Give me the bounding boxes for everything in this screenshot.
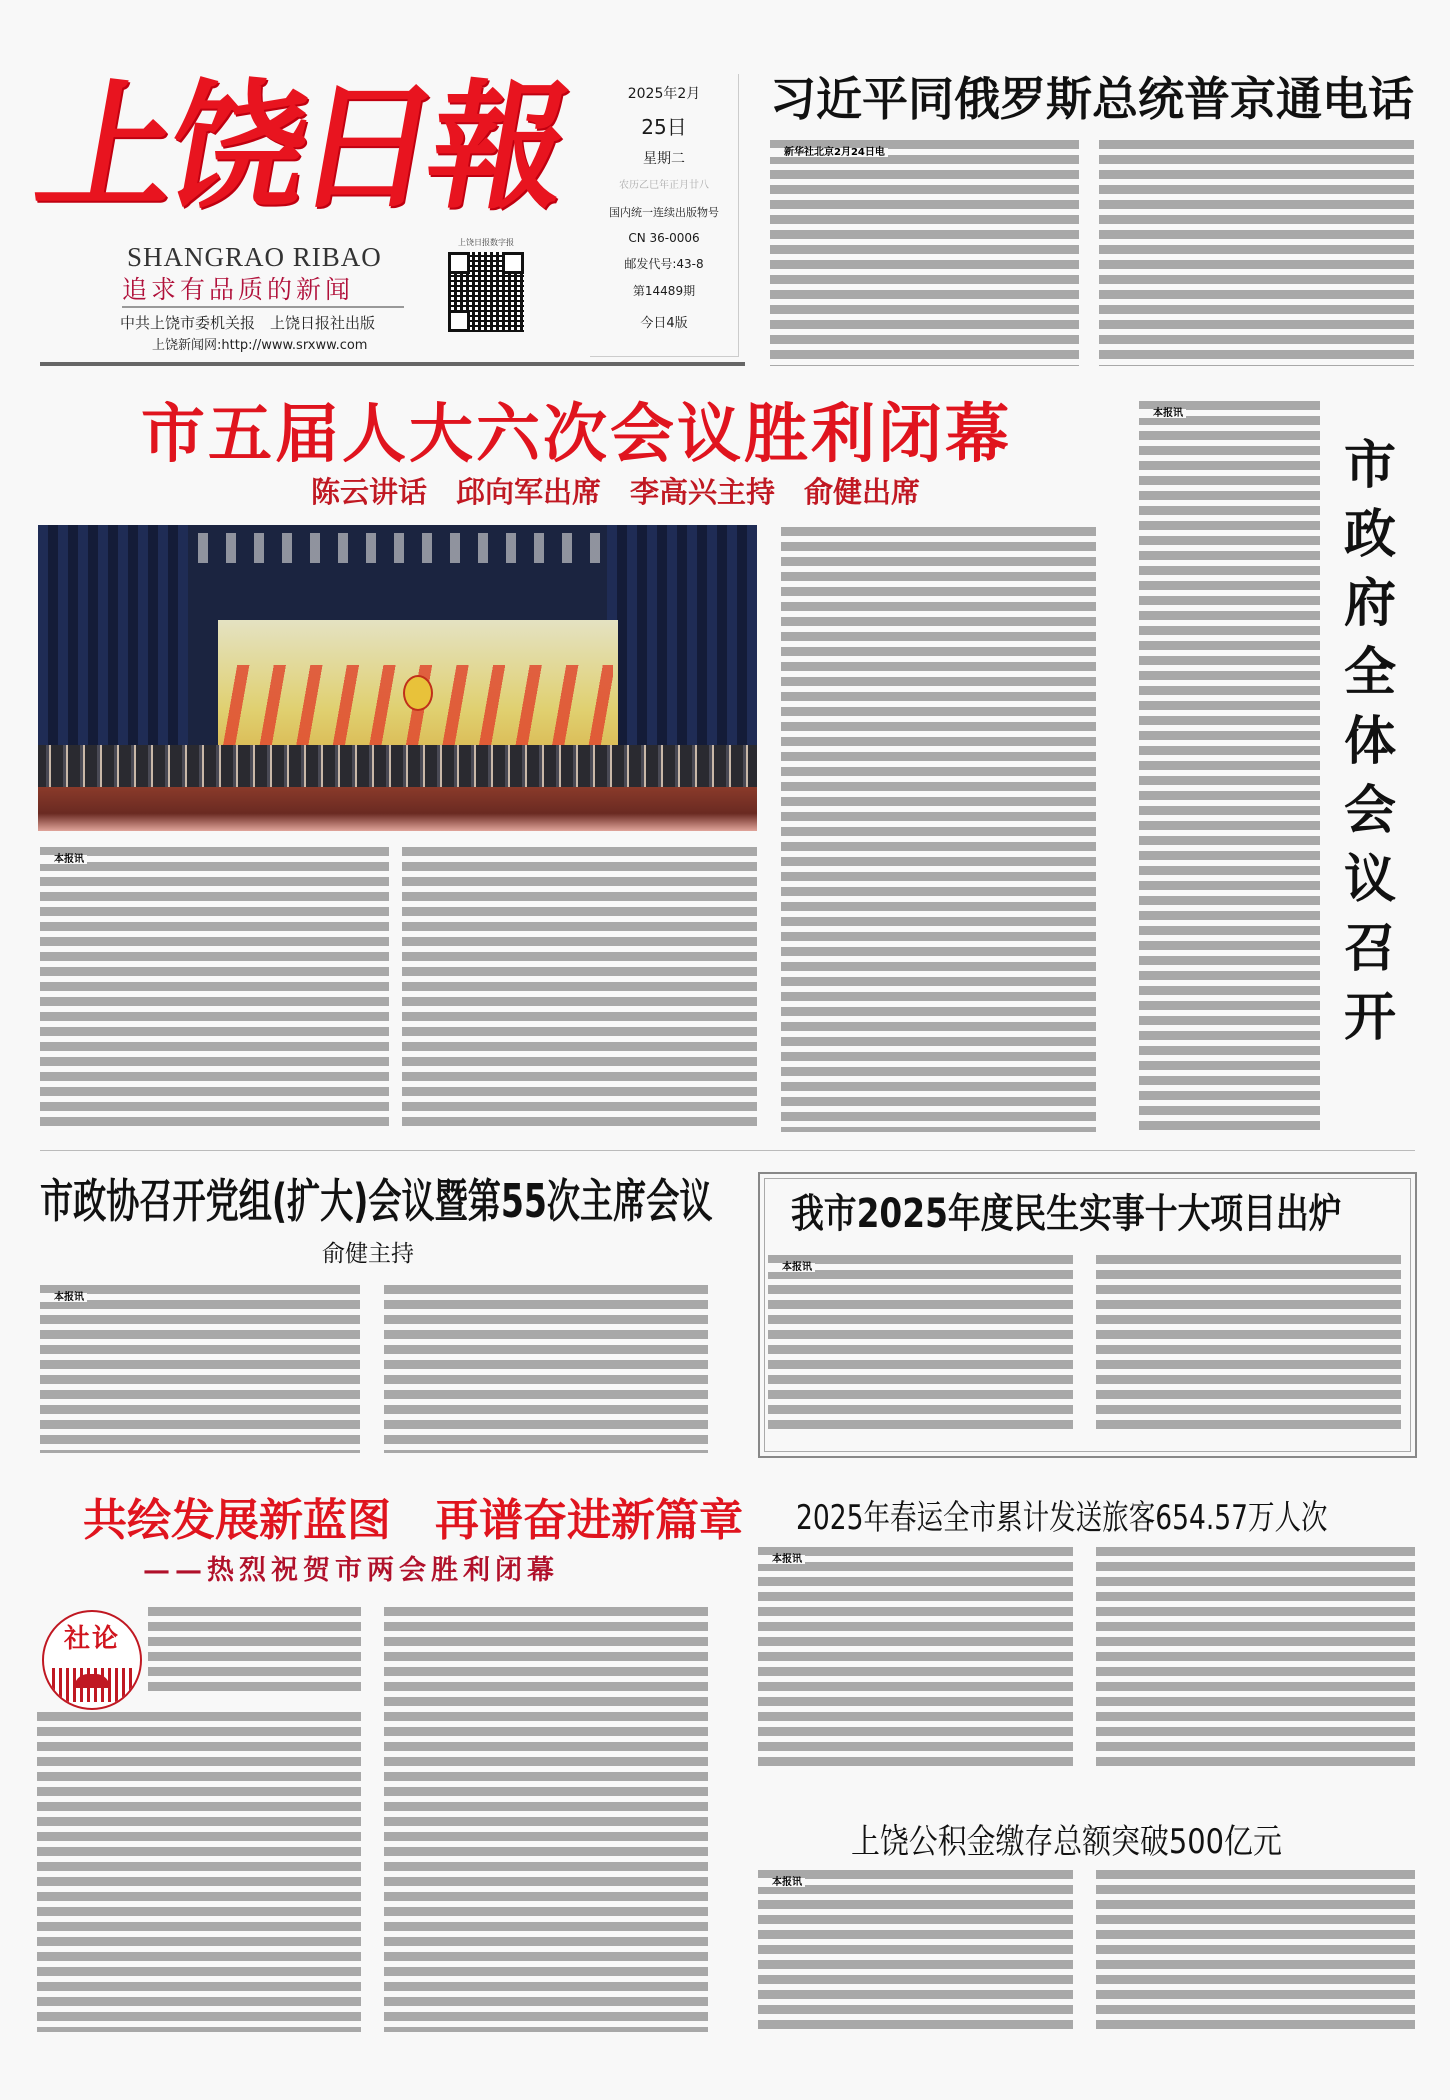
article-body (40, 1285, 360, 1453)
dateline: 新华社北京2月24日电 (770, 148, 888, 157)
date-lunar: 农历乙巳年正月廿八 (619, 179, 709, 191)
date-box (590, 74, 739, 357)
article-body (402, 847, 757, 1132)
session-photo (38, 525, 757, 831)
dateline: 本报讯 (758, 1555, 805, 1564)
dateline: 本报讯 (1139, 409, 1186, 418)
editorial-badge-label: 社论 (63, 1624, 120, 1654)
headline-editorial[interactable]: 共绘发展新蓝图 再谱奋进新篇章 (83, 1495, 743, 1546)
article-body (1099, 140, 1414, 366)
photo-desk (38, 787, 757, 831)
article-body (37, 1712, 361, 2032)
slogan: 追求有品质的新闻 (122, 276, 404, 308)
masthead-rule (40, 362, 745, 366)
headline-livelihood[interactable]: 我市2025年度民生实事十大项目出炉 (791, 1191, 1342, 1237)
subheadline-npc: 陈云讲话 邱向军出席 李高兴主持 俞健出席 (311, 475, 921, 509)
publisher-line: 中共上饶市委机关报 上饶日报社出版 (120, 314, 376, 332)
english-name: SHANGRAO RIBAO (127, 242, 382, 272)
subheadline-cppcc: 俞健主持 (322, 1241, 414, 1267)
page-count: 今日4版 (640, 315, 688, 331)
date-day: 25日 (641, 114, 687, 139)
headline-cppcc[interactable]: 市政协召开党组(扩大)会议暨第55次主席会议 (40, 1174, 713, 1228)
photo-lights (198, 533, 618, 563)
headline-xi-putin[interactable]: 习近平同俄罗斯总统普京通电话 (770, 72, 1414, 126)
article-body (1096, 1547, 1415, 1772)
article-body (768, 1255, 1073, 1435)
national-emblem-icon (403, 675, 433, 711)
dateline: 本报讯 (768, 1263, 815, 1272)
postal-code: 邮发代号:43-8 (624, 257, 704, 272)
article-body (1139, 401, 1320, 1132)
article-body (1096, 1255, 1401, 1435)
article-body (1096, 1870, 1415, 2032)
dateline: 本报讯 (40, 855, 87, 864)
issue-number: 第14489期 (632, 283, 696, 298)
headline-gov-meeting[interactable]: 市政府全体会议召开 (1343, 436, 1396, 1048)
editorial-badge (42, 1610, 142, 1710)
article-body (758, 1870, 1073, 2032)
cn-number: CN 36-0006 (628, 230, 700, 245)
serial-label: 国内统一连续出版物号 (609, 205, 719, 219)
dateline: 本报讯 (40, 1293, 87, 1302)
article-body (770, 140, 1079, 366)
qr-finder-icon (448, 310, 470, 332)
qr-finder-icon (502, 252, 524, 274)
article-body (40, 847, 389, 1132)
qr-code-icon (448, 252, 524, 332)
section-divider (40, 1150, 1415, 1151)
article-body (758, 1547, 1073, 1772)
date-weekday: 星期二 (643, 150, 685, 167)
qr-caption: 上饶日报数字报 (458, 238, 514, 247)
qr-finder-icon (448, 252, 470, 274)
website-link[interactable]: 上饶新闻网:http://www.srxww.com (152, 338, 368, 353)
photo-delegates (38, 745, 757, 790)
date-year-month: 2025年2月 (627, 86, 701, 102)
newspaper-logo: 上饶日報 (25, 65, 575, 228)
headline-spring-travel[interactable]: 2025年春运全市累计发送旅客654.57万人次 (796, 1498, 1328, 1538)
dateline: 本报讯 (758, 1878, 805, 1887)
headline-npc-closing[interactable]: 市五届人大六次会议胜利闭幕 (141, 398, 1012, 472)
badge-building-icon (74, 1674, 110, 1688)
subheadline-editorial: ——热烈祝贺市两会胜利闭幕 (143, 1555, 559, 1586)
article-body (384, 1607, 708, 2032)
article-body (384, 1285, 708, 1453)
article-body (781, 527, 1096, 1132)
article-body (148, 1607, 361, 1697)
headline-housing-fund[interactable]: 上饶公积金缴存总额突破500亿元 (851, 1822, 1282, 1862)
